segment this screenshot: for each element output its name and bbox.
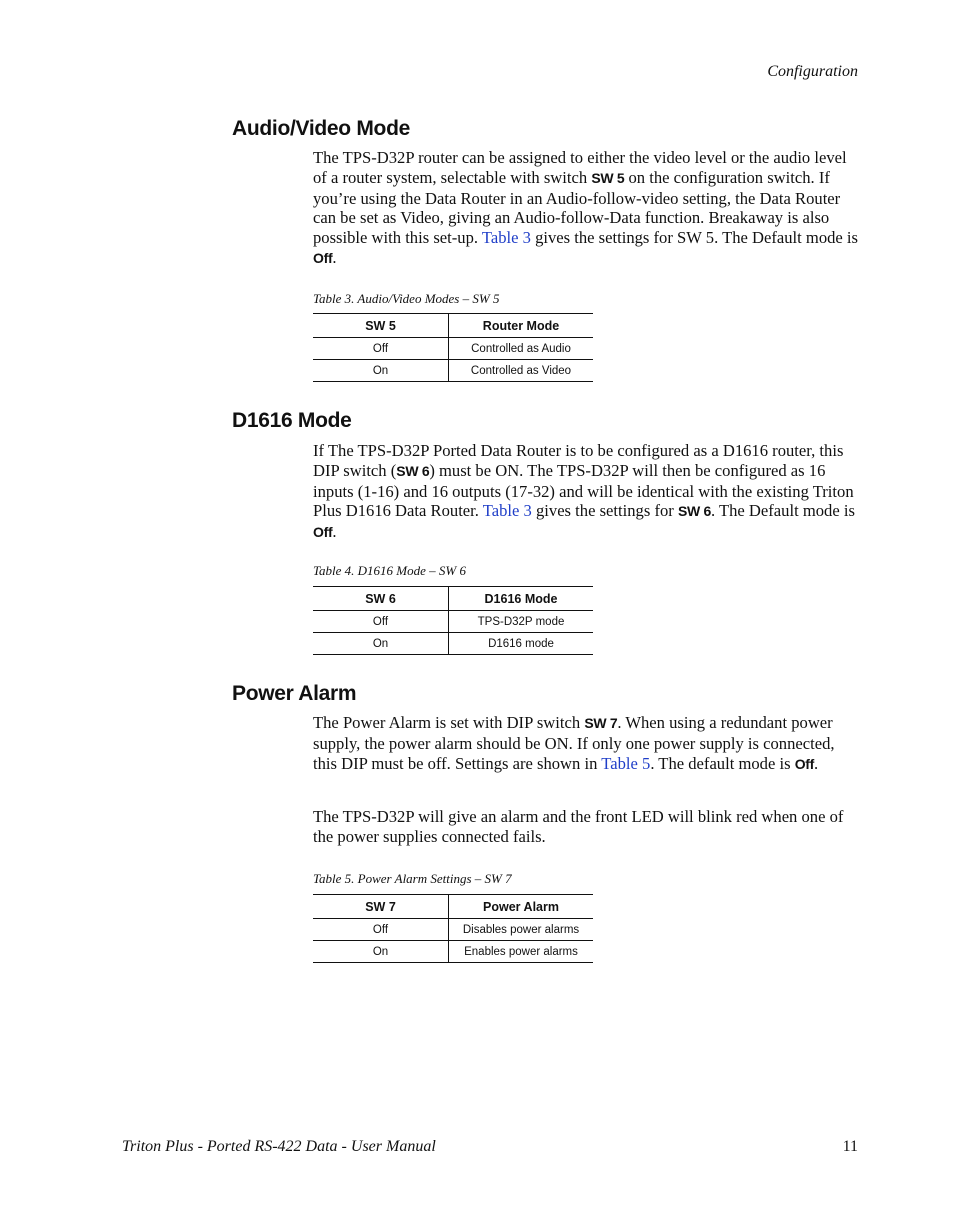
link-table-3[interactable]: Table 3: [481, 228, 531, 248]
column-header: SW 7: [313, 895, 449, 919]
section-heading-d1616-mode: D1616 Mode: [232, 409, 352, 432]
column-header: Power Alarm: [449, 895, 594, 919]
table-row: [313, 919, 593, 941]
paragraph-d1616-mode: If The TPS-D32P Ported Data Router is to be configured as a D1616 router, this DIP switch (SW 6) must be ON. The TPS-D32P will then be configured as 16 inputs (1-16) and 16 outputs (17-32) and will be identical with the existing Triton Plus D1616 Data Router. Table 3 gives the settings for SW 6. The Default mode is Off.: [313, 441, 855, 542]
column-header: D1616 Mode: [449, 587, 594, 611]
section-heading-power-alarm: Power Alarm: [232, 682, 357, 705]
table-power-alarm-settings: [313, 894, 593, 963]
table-cell: Off: [313, 338, 449, 360]
table-caption-4: Table 4. D1616 Mode – SW 6: [313, 563, 466, 578]
keyword-sw5: SW 5: [591, 169, 625, 186]
table-row: [313, 338, 593, 360]
paragraph-power-alarm: The Power Alarm is set with DIP switch SW 7. When using a redundant power supply, the power alarm should be ON. If only one power supply is connected, this DIP must be off. Settings are shown in Table 5. The default mode is Off.: [313, 713, 835, 773]
section-heading-audio-video-mode: Audio/Video Mode: [232, 117, 410, 140]
keyword-sw7: SW 7: [584, 715, 618, 731]
running-head: Configuration: [767, 63, 858, 80]
table-cell: Disables power alarms: [449, 919, 594, 941]
keyword-off: Off: [794, 755, 815, 772]
keyword-off: Off: [313, 524, 333, 541]
table-row: [313, 941, 593, 963]
page-number: 11: [842, 1138, 858, 1155]
column-header: SW 6: [313, 587, 449, 611]
table-caption-3: Table 3. Audio/Video Modes – SW 5: [313, 291, 500, 306]
table-caption-5: Table 5. Power Alarm Settings – SW 7: [313, 871, 512, 886]
keyword-sw6: SW 6: [677, 503, 711, 520]
table-row: [313, 611, 593, 633]
link-table-3[interactable]: Table 3: [482, 501, 532, 521]
table-cell: Off: [313, 919, 449, 941]
table-cell: Controlled as Video: [449, 360, 594, 382]
table-cell: Enables power alarms: [449, 941, 594, 963]
footer-title: Triton Plus - Ported RS-422 Data - User Manual: [122, 1138, 436, 1155]
table-header-row: [313, 895, 593, 919]
table-cell: TPS-D32P mode: [449, 611, 594, 633]
table-cell: On: [313, 360, 449, 382]
table-cell: D1616 mode: [449, 633, 594, 655]
table-d1616-mode: [313, 586, 593, 655]
table-audio-video-modes: [313, 313, 593, 382]
keyword-sw6: SW 6: [396, 462, 430, 479]
table-cell: On: [313, 633, 449, 655]
column-header: SW 5: [313, 314, 449, 338]
table-header-row: [313, 314, 593, 338]
column-header: Router Mode: [449, 314, 594, 338]
table-cell: Off: [313, 611, 449, 633]
table-row: [313, 360, 593, 382]
paragraph-power-alarm-led: The TPS-D32P will give an alarm and the front LED will blink red when one of the power supplies connected fails.: [313, 807, 844, 846]
link-table-5[interactable]: Table 5: [601, 753, 651, 773]
table-header-row: [313, 587, 593, 611]
table-row: [313, 633, 593, 655]
table-cell: On: [313, 941, 449, 963]
paragraph-audio-video-mode: The TPS-D32P router can be assigned to either the video level or the audio level of a router system, selectable with switch SW 5 on the configuration switch. If you’re using the Data Router in an Audio-follow-video setting, the Data Router can be set as Video, giving an Audio-follow-Data function. Breakaway is also possible with this set-up. Table 3 gives the settings for SW 5. The Default mode is Off.: [313, 148, 858, 267]
keyword-off: Off: [313, 249, 333, 266]
table-cell: Controlled as Audio: [449, 338, 594, 360]
